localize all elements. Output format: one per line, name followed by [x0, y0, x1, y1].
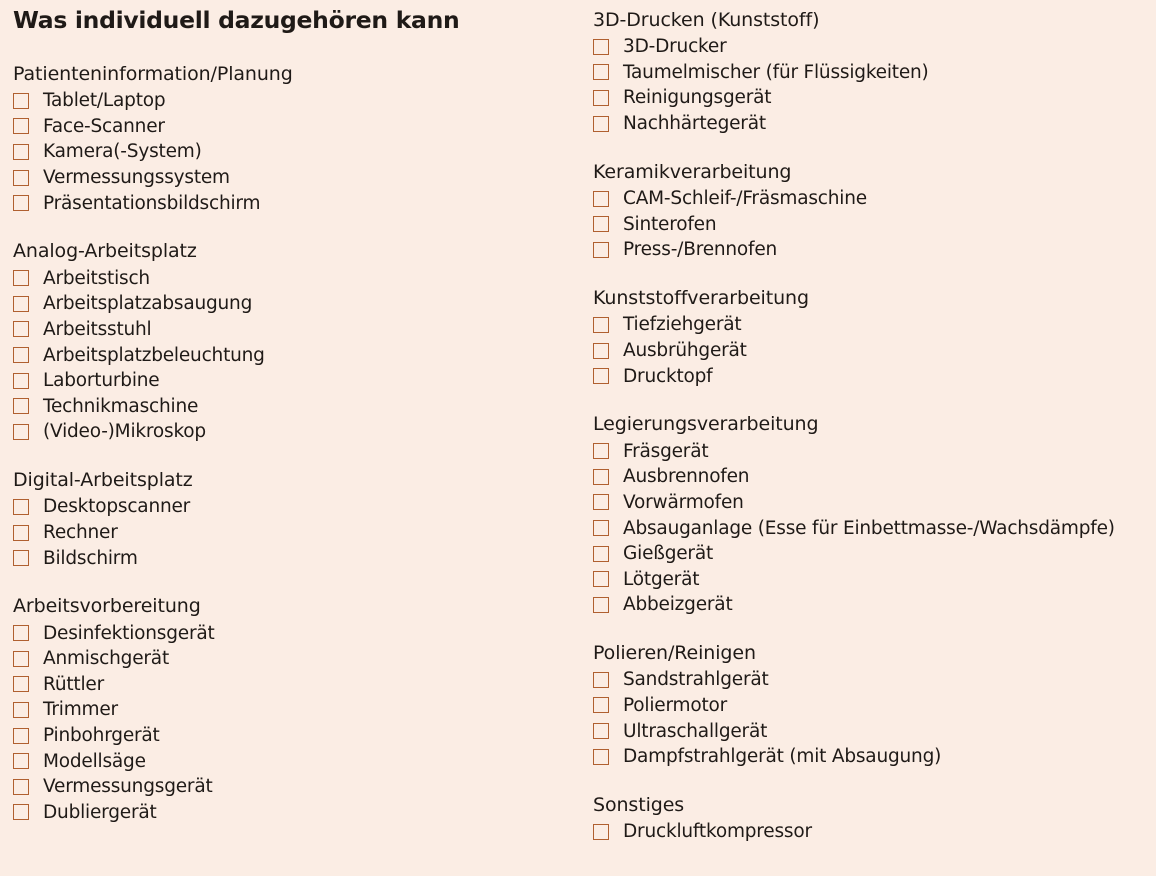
checklist-item [593, 693, 1153, 719]
checklist-item-label: Dampfstrahlgerät (mit Absaugung) [623, 746, 942, 768]
checklist-item [593, 85, 1153, 111]
checkbox[interactable] [13, 373, 29, 389]
checklist-items [593, 667, 1153, 769]
checklist-item-label: Modellsäge [43, 750, 146, 772]
checklist-item [13, 114, 573, 140]
checklist-item-label: Dubliergerät [43, 801, 157, 823]
checkbox[interactable] [13, 499, 29, 515]
checklist-section [13, 238, 573, 444]
checkbox[interactable] [13, 728, 29, 744]
checklist-item [593, 515, 1153, 541]
checklist-item-label: Vermessungsgerät [43, 776, 213, 798]
section-title: 3D-Drucken (Kunststoff) [593, 9, 820, 31]
checkbox[interactable] [593, 443, 609, 459]
checkbox[interactable] [13, 753, 29, 769]
checklist-item [593, 237, 1153, 263]
checklist-item [13, 800, 573, 826]
checkbox[interactable] [13, 804, 29, 820]
checkbox[interactable] [13, 195, 29, 211]
checklist-section [593, 285, 1153, 389]
section-title: Patienteninformation/Planung [13, 63, 293, 85]
checklist-items [13, 88, 573, 216]
checklist-item [13, 393, 573, 419]
checklist-item-label: Lötgerät [623, 568, 700, 590]
checkbox[interactable] [593, 520, 609, 536]
checkbox[interactable] [593, 90, 609, 106]
checkbox[interactable] [593, 242, 609, 258]
checkbox[interactable] [593, 317, 609, 333]
checklist-item [593, 744, 1153, 770]
checklist-items [13, 620, 573, 825]
checklist-item [13, 317, 573, 343]
checklist-item [13, 419, 573, 445]
checkbox[interactable] [13, 144, 29, 160]
checklist-item-label: Laborturbine [43, 370, 160, 392]
checkbox[interactable] [593, 749, 609, 765]
checklist-item-label: Arbeitsplatzabsaugung [43, 293, 253, 315]
checkbox[interactable] [593, 216, 609, 232]
checklist-items [593, 819, 1153, 845]
checklist-item-label: Technikmaschine [43, 395, 199, 417]
checklist-item [593, 464, 1153, 490]
checkbox[interactable] [593, 546, 609, 562]
checklist-items [593, 34, 1153, 136]
checklist-item [13, 748, 573, 774]
checklist-column-left [13, 61, 573, 848]
checklist-item [13, 190, 573, 216]
checklist-item [593, 312, 1153, 338]
checklist-item [13, 88, 573, 114]
checklist-item-label: Desinfektionsgerät [43, 622, 215, 644]
checklist-item-label: Pinbohrgerät [43, 725, 160, 747]
section-title: Sonstiges [593, 793, 685, 816]
checklist-item-label: Taumelmischer (für Flüssigkeiten) [623, 61, 929, 83]
checklist-item [593, 211, 1153, 237]
checkbox[interactable] [593, 116, 609, 132]
page-title: Was individuell dazugehören kann [13, 6, 460, 34]
checkbox[interactable] [593, 469, 609, 485]
section-title: Arbeitsvorbereitung [13, 595, 201, 618]
checklist-item-label: Kamera(-System) [43, 141, 202, 163]
checkbox[interactable] [13, 702, 29, 718]
checklist-item-label: Anmischgerät [43, 648, 169, 670]
checklist-item [593, 541, 1153, 567]
checklist-item [593, 819, 1153, 845]
checklist-item [593, 60, 1153, 86]
checklist-item-label: Reinigungsgerät [623, 87, 772, 109]
checklist-item [13, 165, 573, 191]
checklist-section [593, 792, 1153, 845]
checklist-section [593, 640, 1153, 769]
checklist-item-label: Vermessungssystem [43, 167, 230, 189]
checklist-item-label: Fräsgerät [623, 440, 709, 462]
section-title: Keramikverarbeitung [593, 160, 792, 183]
section-title: Kunststoffverarbeitung [593, 287, 809, 310]
checklist-item-label: Absauganlage (Esse für Einbettmasse-/Wachsdämpfe) [623, 517, 1115, 539]
checklist-item-label: Trimmer [43, 699, 118, 721]
checkbox[interactable] [13, 270, 29, 286]
checkbox[interactable] [13, 93, 29, 109]
checkbox[interactable] [593, 39, 609, 55]
checklist-section [593, 159, 1153, 263]
checklist-item [13, 291, 573, 317]
checklist-column-right [593, 7, 1153, 867]
checkbox[interactable] [13, 347, 29, 363]
checklist-item-label: Drucktopf [623, 365, 713, 387]
checklist-item [593, 566, 1153, 592]
checklist-item-label: Tiefziehgerät [623, 314, 742, 336]
checklist-items [593, 186, 1153, 263]
checklist-item-label: Ausbrennofen [623, 466, 750, 488]
checklist-item-label: Rüttler [43, 673, 104, 695]
checkbox[interactable] [593, 191, 609, 207]
checkbox[interactable] [13, 296, 29, 312]
checkbox[interactable] [593, 824, 609, 840]
checklist-section [593, 7, 1153, 136]
checklist-item [13, 545, 573, 571]
checklist-items [593, 312, 1153, 389]
checkbox[interactable] [13, 525, 29, 541]
checklist-item-label: Arbeitsplatzbeleuchtung [43, 344, 265, 366]
checklist-item [13, 265, 573, 291]
checklist-item [13, 672, 573, 698]
checklist-item-label: Arbeitsstuhl [43, 318, 152, 340]
checklist-item-label: Bildschirm [43, 547, 138, 569]
checklist-item [13, 520, 573, 546]
checkbox[interactable] [13, 321, 29, 337]
checklist-item-label: Ausbrühgerät [623, 340, 747, 362]
checklist-item-label: Sinterofen [623, 213, 717, 235]
checklist-item-label: Nachhärtegerät [623, 113, 766, 135]
checklist-items [593, 438, 1153, 617]
checklist-item-label: Face-Scanner [43, 115, 165, 137]
checklist-item [593, 592, 1153, 618]
checkbox[interactable] [593, 343, 609, 359]
checklist-item [593, 718, 1153, 744]
checkbox[interactable] [13, 651, 29, 667]
checklist-section [593, 411, 1153, 617]
checklist-item-label: Vorwärmofen [623, 491, 744, 513]
checklist-item [593, 338, 1153, 364]
checklist-item-label: Gießgerät [623, 543, 714, 565]
checklist-item [593, 186, 1153, 212]
checkbox[interactable] [13, 779, 29, 795]
section-title: Analog-Arbeitsplatz [13, 240, 197, 263]
checklist-item-label: (Video-)Mikroskop [43, 421, 206, 443]
checkbox[interactable] [593, 368, 609, 384]
checkbox[interactable] [593, 64, 609, 80]
checklist-item-label: Präsentationsbildschirm [43, 192, 261, 214]
checklist-item-label: 3D-Drucker [623, 36, 727, 58]
checkbox[interactable] [593, 723, 609, 739]
checklist-item-label: Rechner [43, 522, 118, 544]
section-title: Legierungsverarbeitung [593, 413, 819, 436]
checklist-item [13, 494, 573, 520]
section-title: Polieren/Reinigen [593, 642, 756, 665]
checklist-item-label: Press-/Brennofen [623, 239, 778, 261]
checkbox[interactable] [13, 398, 29, 414]
checkbox[interactable] [13, 625, 29, 641]
checklist-items [13, 494, 573, 571]
checklist-item-label: Tablet/Laptop [43, 90, 166, 112]
checkbox[interactable] [13, 550, 29, 566]
checklist-item [13, 342, 573, 368]
section-title: Digital-Arbeitsplatz [13, 469, 193, 492]
checkbox[interactable] [593, 571, 609, 587]
checklist-section [13, 61, 573, 216]
checklist-item-label: Sandstrahlgerät [623, 669, 769, 691]
checkbox[interactable] [13, 118, 29, 134]
checklist-item [13, 139, 573, 165]
checklist-item [13, 723, 573, 749]
checklist-item [13, 620, 573, 646]
checkbox[interactable] [13, 170, 29, 186]
checklist-item [593, 111, 1153, 137]
checklist-item [13, 368, 573, 394]
checklist-item [13, 697, 573, 723]
checklist-item-label: Abbeizgerät [623, 594, 733, 616]
checklist-item-label: Druckluftkompressor [623, 821, 812, 843]
checkbox[interactable] [13, 676, 29, 692]
checklist-item [593, 667, 1153, 693]
checklist-item [593, 34, 1153, 60]
checklist-item-label: Poliermotor [623, 694, 728, 716]
checkbox[interactable] [593, 672, 609, 688]
checklist-item-label: Arbeitstisch [43, 267, 150, 289]
checkbox[interactable] [13, 424, 29, 440]
checklist-item [13, 774, 573, 800]
checklist-item-label: Desktopscanner [43, 496, 191, 518]
checklist-items [13, 265, 573, 444]
checklist-item [593, 363, 1153, 389]
checklist-item [13, 646, 573, 672]
checklist-item-label: CAM-Schleif-/Fräsmaschine [623, 188, 867, 210]
checklist-section [13, 593, 573, 825]
checkbox[interactable] [593, 494, 609, 510]
checkbox[interactable] [593, 697, 609, 713]
checklist-section [13, 467, 573, 571]
checklist-item [593, 438, 1153, 464]
checklist-item-label: Ultraschallgerät [623, 720, 768, 742]
checkbox[interactable] [593, 597, 609, 613]
checklist-item [593, 490, 1153, 516]
